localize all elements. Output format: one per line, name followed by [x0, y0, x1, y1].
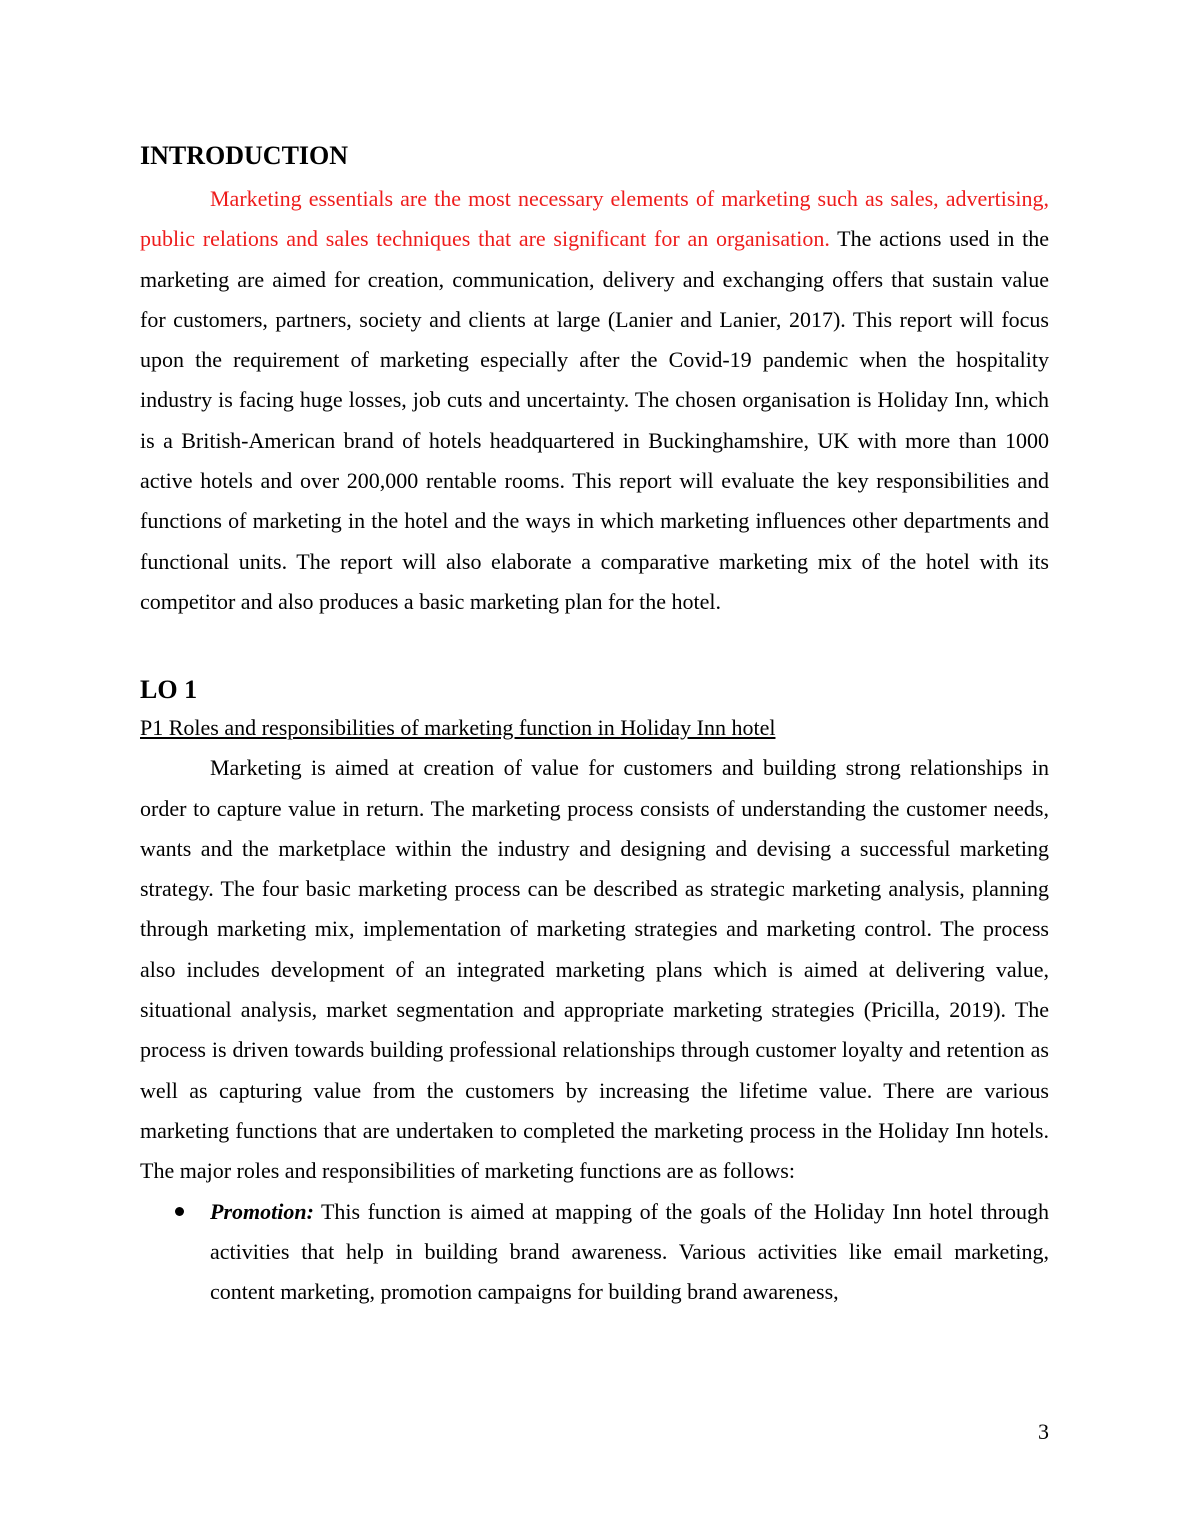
- introduction-paragraph: [140, 179, 1049, 622]
- highlighted-red-text: Marketing essentials are the most necessary elements of marketing such as sales, advertising, public relations and sales techniques that are significant for an organisation.: [140, 186, 1049, 252]
- lo1-heading: LO 1: [140, 675, 198, 705]
- document-page: [140, 138, 1049, 1312]
- introduction-heading: INTRODUCTION: [140, 141, 349, 170]
- bullet-icon: [175, 1207, 184, 1216]
- p1-subheading: P1 Roles and responsibilities of marketing function in Holiday Inn hotel: [140, 715, 776, 741]
- lo1-paragraph: Marketing is aimed at creation of value for customers and building strong relationships in order to capture value in return. The marketing process consists of understanding the customer needs, wants and the marketplace within the industry and designing and devising a successful marketing strategy. The four basic marketing process can be described as strategic marketing analysis, planning through marketing mix, implementation of marketing strategies and marketing control. The process also includes development of an integrated marketing plans which is aimed at delivering value, situational analysis, market segmentation and appropriate marketing strategies (Pricilla, 2019). The process is driven towards building professional relationships through customer loyalty and retention as well as capturing value from the customers by increasing the lifetime value. There are various marketing functions that are undertaken to completed the marketing process in the Holiday Inn hotels. The major roles and responsibilities of marketing functions are as follows:: [140, 755, 1049, 1184]
- bullet-term: Promotion:: [210, 1198, 314, 1224]
- page-number: 3: [1038, 1419, 1049, 1444]
- list-item: [140, 1192, 1049, 1313]
- introduction-body-text: The actions used in the marketing are aimed for creation, communication, delivery and exchanging offers that sustain value for customers, partners, society and clients at large (Lanier and Lanier, 2017). This report will focus upon the requirement of marketing especially after the Covid-19 pandemic when the hospitality industry is facing huge losses, job cuts and uncertainty. The chosen organisation is Holiday Inn, which is a British-American brand of hotels headquartered in Buckinghamshire, UK with more than 1000 active hotels and over 200,000 rentable rooms. This report will evaluate the key responsibilities and functions of marketing in the hotel and the ways in which marketing influences other departments and functional units. The report will also elaborate a comparative marketing mix of the hotel with its competitor and also produces a basic marketing plan for the hotel.: [140, 226, 1050, 614]
- bullet-text: This function is aimed at mapping of the goals of the Holiday Inn hotel through activities that help in building brand awareness. Various activities like email marketing, content marketing, promotion campaigns for building brand awareness,: [210, 1198, 1049, 1305]
- marketing-functions-list: [140, 1192, 1049, 1313]
